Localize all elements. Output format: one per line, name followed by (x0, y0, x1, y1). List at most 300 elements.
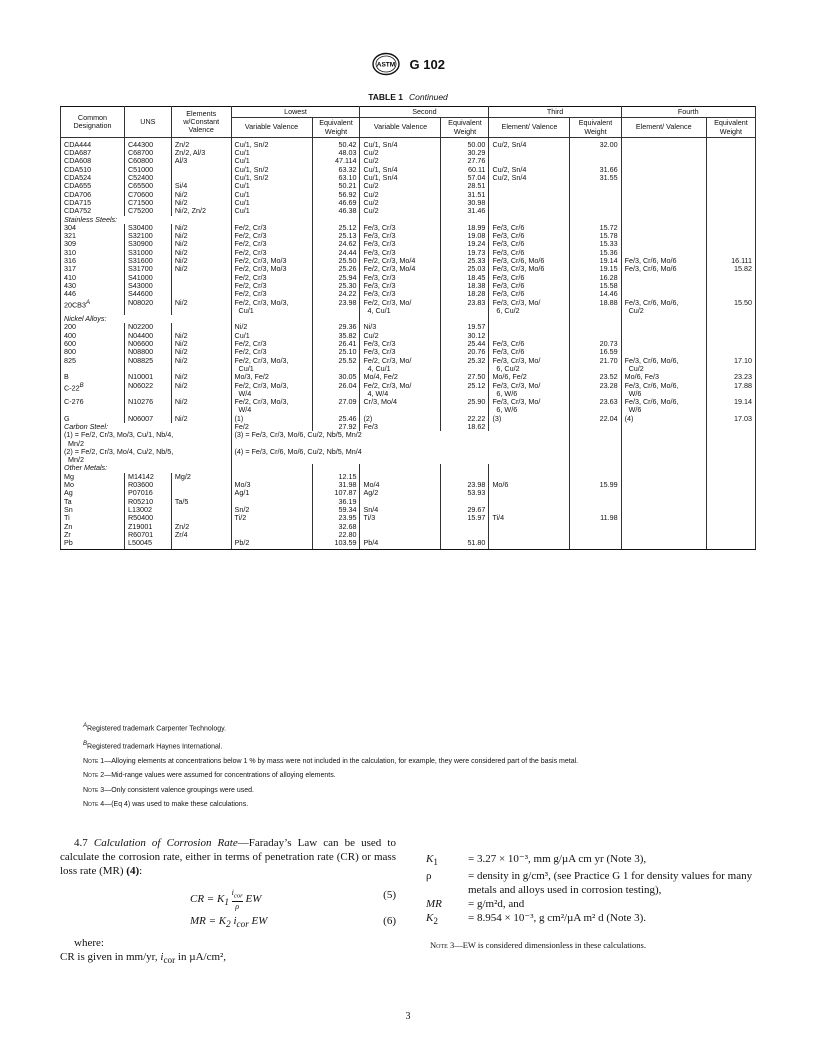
table-cell: Fe/3, Cr/6, Mo/6, W/6 (621, 398, 706, 415)
table-row (61, 481, 756, 489)
table-cell: Cu/1, Sn/4 (360, 137, 441, 149)
table-cell (621, 514, 706, 522)
table-cell (489, 448, 570, 465)
table-cell (621, 489, 706, 497)
table-cell: 25.50 (312, 257, 360, 265)
table-cell: Ni/2 (171, 332, 231, 340)
header-uns: UNS (124, 107, 171, 138)
header-third: Third (489, 107, 621, 118)
table-cell: 23.63 (570, 398, 621, 415)
table-cell: 316 (61, 257, 125, 265)
table-cell: 60.11 (441, 166, 489, 174)
table-cell: Fe/3, Cr/6 (489, 290, 570, 298)
document-header (0, 52, 816, 76)
table-cell: 29.36 (312, 323, 360, 331)
table-cell: 400 (61, 332, 125, 340)
table-cell: 321 (61, 232, 125, 240)
table-cell: Pb/2 (231, 539, 312, 550)
astm-logo-icon (371, 52, 401, 76)
equivalent-weight-table (60, 106, 756, 550)
table-cell: Fe/3, Cr/3, Mo/ 6, W/6 (489, 382, 570, 399)
table-cell (171, 282, 231, 290)
table-cell (706, 539, 755, 550)
table-cell (489, 523, 570, 531)
table-cell: Cu/1 (231, 199, 312, 207)
table-cell: Fe/3, Cr/3 (360, 232, 441, 240)
table-cell: 29.67 (441, 506, 489, 514)
table-cell: 24.44 (312, 249, 360, 257)
table-cell: Zn/2 (171, 137, 231, 149)
table-cell: L13002 (124, 506, 171, 514)
table-cell: 31.98 (312, 481, 360, 489)
table-cell: 26.41 (312, 340, 360, 348)
table-cell: 17.03 (706, 415, 755, 423)
table-cell (621, 199, 706, 207)
table-cell (621, 166, 706, 174)
header-equivalent-weight: Equivalent Weight (441, 118, 489, 138)
table-cell: 50.00 (441, 137, 489, 149)
table-cell: 410 (61, 274, 125, 282)
table-cell: S43000 (124, 282, 171, 290)
table-cell: B (61, 373, 125, 381)
table-cell: Cu/2, Sn/4 (489, 174, 570, 182)
table-cell: 15.78 (570, 232, 621, 240)
table-cell: Ni/2 (171, 240, 231, 248)
table-cell: P07016 (124, 489, 171, 497)
header-equivalent-weight: Equivalent Weight (706, 118, 755, 138)
table-cell: S41000 (124, 274, 171, 282)
table-cell: Pb/4 (360, 539, 441, 550)
table-cell: Ni/2 (231, 323, 312, 331)
table-cell: $C-22^B$ (61, 382, 125, 399)
table-cell: Fe/3, Cr/3, Mo/ 6, Cu/2 (489, 299, 570, 316)
table-cell: 17.88 (706, 382, 755, 399)
table-cell: S30900 (124, 240, 171, 248)
header-element-valence: Element/ Valence (621, 118, 706, 138)
table-row (61, 357, 756, 374)
table-cell: Fe/3, Cr/6, Mo/6 (621, 265, 706, 273)
table-row (61, 506, 756, 514)
table-cell (621, 448, 706, 465)
table-cell (570, 191, 621, 199)
table-cell: 310 (61, 249, 125, 257)
table-cell (621, 149, 706, 157)
table-row (61, 415, 756, 423)
table-cell: CDA608 (61, 157, 125, 165)
table-cell: Si/4 (171, 182, 231, 190)
table-row (61, 174, 756, 182)
table-cell: C-276 (61, 398, 125, 415)
table-cell: Fe/2, Cr/3 (231, 290, 312, 298)
table-body (61, 137, 756, 550)
table-row (61, 431, 756, 448)
table-cell: Ni/2 (171, 373, 231, 381)
table-cell: 31.46 (441, 207, 489, 215)
table-row (61, 232, 756, 240)
table-cell: 22.80 (312, 531, 360, 539)
table-cell: 22.04 (570, 415, 621, 423)
table-cell: 12.15 (312, 473, 360, 481)
table-cell (706, 423, 755, 431)
table-cell: 56.92 (312, 191, 360, 199)
table-cell: Ti/4 (489, 514, 570, 522)
table-cell (360, 523, 441, 531)
table-cell (570, 464, 621, 472)
header-equivalent-weight: Equivalent Weight (570, 118, 621, 138)
table-cell (621, 207, 706, 215)
table-cell (570, 149, 621, 157)
table-row (61, 332, 756, 340)
table-cell: 35.82 (312, 332, 360, 340)
table-cell: C60800 (124, 157, 171, 165)
table-cell: 30.12 (441, 332, 489, 340)
table-cell: Ni/2 (171, 348, 231, 356)
table-cell (621, 539, 706, 550)
table-cell (570, 315, 621, 323)
table-cell: Ni/2 (171, 265, 231, 273)
table-row (61, 137, 756, 149)
table-cell: 16.111 (706, 257, 755, 265)
table-cell: Sn (61, 506, 125, 514)
footnote-definition: (2) = Fe/2, Cr/3, Mo/4, Cu/2, Nb/5, Mn/2 (61, 448, 232, 465)
header-second: Second (360, 107, 489, 118)
table-row (61, 274, 756, 282)
table-cell: Ta/5 (171, 498, 231, 506)
table-cell: Fe/3, Cr/3 (360, 340, 441, 348)
table-cell: Zn/2 (171, 523, 231, 531)
table-cell: CDA752 (61, 207, 125, 215)
table-cell: 20.73 (570, 340, 621, 348)
table-cell: Cu/1 (231, 182, 312, 190)
table-cell: Zr/4 (171, 531, 231, 539)
table-cell: Fe/3, Cr/6, Mo/6, Cu/2 (621, 357, 706, 374)
header-common-designation: Common Designation (61, 107, 125, 138)
table-cell (231, 464, 312, 472)
table-cell (621, 498, 706, 506)
table-cell: 50.42 (312, 137, 360, 149)
table-cell (706, 464, 755, 472)
table-cell: S31000 (124, 249, 171, 257)
table-row (61, 191, 756, 199)
table-cell: 25.32 (441, 357, 489, 374)
table-cell: C70600 (124, 191, 171, 199)
table-cell: 36.19 (312, 498, 360, 506)
table-cell: Fe/2, Cr/3 (231, 274, 312, 282)
table-cell: 27.76 (441, 157, 489, 165)
table-cell: Fe/3, Cr/6 (489, 274, 570, 282)
table-cell: Ta (61, 498, 125, 506)
table-cell: Ni/2 (171, 224, 231, 232)
table-row (61, 166, 756, 174)
table-cell: Ni/2 (171, 299, 231, 316)
table-cell: Ag (61, 489, 125, 497)
table-cell: N06600 (124, 340, 171, 348)
table-cell (171, 506, 231, 514)
table-cell: Fe/2, Cr/3, Mo/ 4, Cu/1 (360, 299, 441, 316)
table-cell (706, 431, 755, 448)
table-cell (570, 431, 621, 448)
table-cell (706, 182, 755, 190)
table-cell (706, 174, 755, 182)
table-cell (621, 224, 706, 232)
table-cell (706, 523, 755, 531)
table-cell: 15.99 (570, 481, 621, 489)
table-cell: 825 (61, 357, 125, 374)
table-cell: C65500 (124, 182, 171, 190)
table-cell: S31600 (124, 257, 171, 265)
table-cell (570, 531, 621, 539)
table-cell: CDA715 (61, 199, 125, 207)
table-cell: Fe/2, Cr/3 (231, 340, 312, 348)
table-cell: (3) (489, 415, 570, 423)
table-cell (570, 207, 621, 215)
table-cell: 24.62 (312, 240, 360, 248)
table-cell (231, 523, 312, 531)
table-cell: 15.33 (570, 240, 621, 248)
table-cell (621, 137, 706, 149)
table-cell (621, 282, 706, 290)
cr-units-text: CR is given in mm/yr, $i_{cor}$ in µA/cm², (60, 951, 227, 966)
table-cell (621, 157, 706, 165)
table-cell (489, 323, 570, 331)
table-cell: 30.98 (441, 199, 489, 207)
table-cell: 446 (61, 290, 125, 298)
table-cell (441, 523, 489, 531)
table-cell (621, 523, 706, 531)
table-cell: 57.04 (441, 174, 489, 182)
table-cell: N04400 (124, 332, 171, 340)
table-cell: CDA687 (61, 149, 125, 157)
table-cell (570, 523, 621, 531)
table-cell: Ti (61, 514, 125, 522)
table-cell (706, 481, 755, 489)
table-cell (489, 489, 570, 497)
table-cell (621, 240, 706, 248)
table-cell: 25.46 (312, 415, 360, 423)
table-cell: Fe/2, Cr/3, Mo/3 (231, 265, 312, 273)
table-cell: 317 (61, 265, 125, 273)
table-cell: 16.28 (570, 274, 621, 282)
table-cell: 430 (61, 282, 125, 290)
table-cell (489, 431, 570, 448)
equation-5: CR = $K_1$ $\frac{i_{cor}}{\rho}$ EW (5) (190, 888, 396, 911)
table-cell: 46.38 (312, 207, 360, 215)
table-cell (570, 498, 621, 506)
table-row (61, 398, 756, 415)
document-number: G 102 (409, 56, 445, 72)
section-heading: Stainless Steels: (61, 216, 232, 224)
table-cell: CDA706 (61, 191, 125, 199)
table-title: TABLE 1 Continued (368, 92, 448, 102)
table-cell (570, 489, 621, 497)
table-cell: 48.03 (312, 149, 360, 157)
table-cell (621, 423, 706, 431)
table-cell (706, 274, 755, 282)
table-cell: Cu/1 (231, 332, 312, 340)
table-cell: 17.10 (706, 357, 755, 374)
table-cell: Z19001 (124, 523, 171, 531)
table-cell: S32100 (124, 232, 171, 240)
table-cell (706, 514, 755, 522)
where-label: where: (74, 937, 104, 949)
table-cell: Fe/3, Cr/6 (489, 232, 570, 240)
table-cell (489, 149, 570, 157)
table-cell: N10276 (124, 398, 171, 415)
table-cell: Sn/2 (231, 506, 312, 514)
table-cell: Ni/2, Zn/2 (171, 207, 231, 215)
table-cell (621, 182, 706, 190)
table-cell: 19.15 (570, 265, 621, 273)
footnote-a: $^A$Registered trademark Carpenter Technology. (83, 723, 227, 733)
table-cell: Ni/2 (171, 382, 231, 399)
table-cell: Fe/3, Cr/6, Mo/6, Cu/2 (621, 299, 706, 316)
table-cell (706, 531, 755, 539)
table-cell: 25.13 (312, 232, 360, 240)
table-cell: 22.22 (441, 415, 489, 423)
table-cell: Fe/2, Cr/3, Mo/3, Cu/1 (231, 357, 312, 374)
table-cell: R03600 (124, 481, 171, 489)
table-cell: Fe/3, Cr/6 (489, 240, 570, 248)
table-cell: N06007 (124, 415, 171, 423)
table-row (61, 473, 756, 481)
table-cell (489, 191, 570, 199)
table-cell: Mo/6, Fe/3 (621, 373, 706, 381)
table-cell: R05210 (124, 498, 171, 506)
footnote-definition: (1) = Fe/2, Cr/3, Mo/3, Cu/1, Nb/4, Mn/2 (61, 431, 232, 448)
table-cell: Fe/3, Cr/3 (360, 282, 441, 290)
section-heading: Other Metals: (61, 464, 232, 472)
table-cell (706, 149, 755, 157)
table-cell: C44300 (124, 137, 171, 149)
table-cell: C51000 (124, 166, 171, 174)
table-cell: Fe/3, Cr/3 (360, 249, 441, 257)
table-cell: Fe/2, Cr/3 (231, 224, 312, 232)
table-cell: 23.52 (570, 373, 621, 381)
table-cell: 28.51 (441, 182, 489, 190)
table-cell: Fe/2, Cr/3 (231, 348, 312, 356)
table-cell: 25.10 (312, 348, 360, 356)
table-row (61, 489, 756, 497)
table-cell: Fe/3, Cr/6 (489, 340, 570, 348)
table-cell: 32.68 (312, 523, 360, 531)
table-cell: S31700 (124, 265, 171, 273)
table-cell: Cu/2 (360, 157, 441, 165)
table-cell: Fe/3, Cr/3 (360, 290, 441, 298)
header-element-valence: Element/ Valence (489, 118, 570, 138)
note-2: Note 2—Mid-range values were assumed for concentrations of alloying elements. (83, 772, 336, 780)
table-cell: Ni/2 (171, 398, 231, 415)
table-cell (621, 274, 706, 282)
table-footnotes (83, 722, 763, 816)
table-cell: Fe/2, Cr/3, Mo/3, Cu/1 (231, 299, 312, 316)
table-row (61, 523, 756, 531)
table-cell: Sn/4 (360, 506, 441, 514)
table-cell (706, 240, 755, 248)
table-cell: 63.10 (312, 174, 360, 182)
table-cell: Fe/3, Cr/3 (360, 224, 441, 232)
table-row (61, 448, 756, 465)
table-cell: 18.38 (441, 282, 489, 290)
table-cell (706, 216, 755, 224)
table-cell: Fe/2, Cr/3, Mo/3, W/4 (231, 382, 312, 399)
table-row (61, 224, 756, 232)
table-cell (621, 481, 706, 489)
table-cell (621, 323, 706, 331)
table-cell: L50045 (124, 539, 171, 550)
table-cell (489, 464, 570, 472)
table-cell: Fe/2, Cr/3, Mo/ 4, W/4 (360, 382, 441, 399)
table-row (61, 315, 756, 323)
table-cell: Mg (61, 473, 125, 481)
table-cell: N06022 (124, 382, 171, 399)
table-cell: Fe/2, Cr/3, Mo/3, W/4 (231, 398, 312, 415)
table-row (61, 539, 756, 550)
table-cell: Fe/2, Cr/3, Mo/4 (360, 265, 441, 273)
table-cell (570, 539, 621, 550)
table-cell (360, 464, 441, 472)
table-cell: 24.22 (312, 290, 360, 298)
table-cell: 27.50 (441, 373, 489, 381)
table-cell: Fe/3, Cr/6 (489, 249, 570, 257)
table-cell: 304 (61, 224, 125, 232)
table-cell: (4) (621, 415, 706, 423)
table-cell: Fe/3, Cr/6, Mo/6 (489, 257, 570, 265)
variable-definitions: $K_1$ = 3.27 × 10⁻³, mm g/µA cm yr (Note 3), ρ = density in g/cm³, (see Practice G 1 for density values for many metals and alloys used in corrosion testing), MR = g/m²d, and $K_2$ = 8.954 × 10⁻³, g cm²/µA m² d (Note 3). Note 3—EW is considered dimensionless in these calculations. (426, 852, 758, 952)
table-cell: 31.55 (570, 174, 621, 182)
table-cell: 30.05 (312, 373, 360, 381)
table-cell: 25.26 (312, 265, 360, 273)
table-cell: C75200 (124, 207, 171, 215)
table-cell: Cu/1, Sn/2 (231, 137, 312, 149)
table-cell: Fe/3, Cr/3 (360, 274, 441, 282)
table-cell (621, 340, 706, 348)
table-cell (706, 506, 755, 514)
table-cell: 15.97 (441, 514, 489, 522)
table-cell (489, 207, 570, 215)
table-cell: Fe/2, Cr/3 (231, 249, 312, 257)
table-row (61, 240, 756, 248)
table-cell: CDA444 (61, 137, 125, 149)
table-cell: 46.69 (312, 199, 360, 207)
table-cell: 18.99 (441, 224, 489, 232)
table-cell: 27.92 (312, 423, 360, 431)
table-cell: Cu/2 (360, 149, 441, 157)
table-cell (570, 182, 621, 190)
table-cell (441, 464, 489, 472)
table-cell (706, 157, 755, 165)
table-row (61, 514, 756, 522)
table-cell: 59.34 (312, 506, 360, 514)
table-cell: 14.46 (570, 290, 621, 298)
table-cell: N10001 (124, 373, 171, 381)
table-cell: Cu/1 (231, 157, 312, 165)
table-row (61, 382, 756, 399)
table-row (61, 498, 756, 506)
table-cell (171, 481, 231, 489)
table-cell: C71500 (124, 199, 171, 207)
table-row (61, 182, 756, 190)
table-cell: 19.73 (441, 249, 489, 257)
table-cell: 20.76 (441, 348, 489, 356)
table-cell: 19.08 (441, 232, 489, 240)
table-cell: 25.52 (312, 357, 360, 374)
table-cell: Cu/1, Sn/2 (231, 166, 312, 174)
table-cell (706, 137, 755, 149)
table-row (61, 299, 756, 316)
table-cell: M14142 (124, 473, 171, 481)
table-cell: 31.66 (570, 166, 621, 174)
table-cell: 15.72 (570, 224, 621, 232)
